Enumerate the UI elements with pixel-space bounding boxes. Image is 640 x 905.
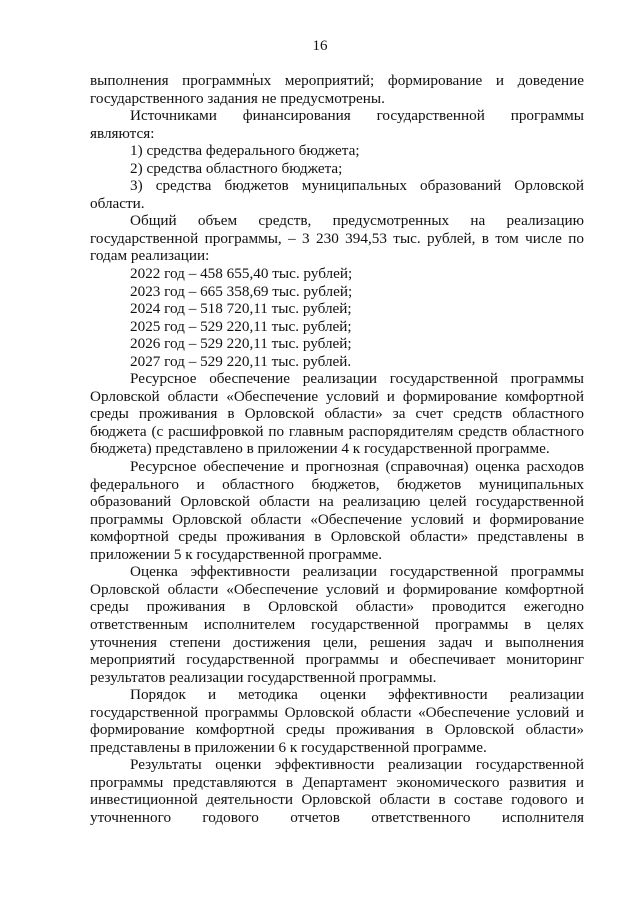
year-line-2026: 2026 год – 529 220,11 тыс. рублей;	[130, 335, 352, 353]
year-line-2024: 2024 год – 518 720,11 тыс. рублей;	[130, 300, 352, 318]
paragraph-resource-support-forecast: Ресурсное обеспечение и прогнозная (справочная) оценка расходов федерального и областного бюджетов, бюджетов муниципальных образований Орловской области на реализацию целей государственной программы Орловской области «Обеспечение условий и формирование комфортной среды проживания в Орловской области» представлены в приложении 5 к государственной программе.	[90, 458, 584, 563]
paragraph-total-volume: Общий объем средств, предусмотренных на реализацию государственной программы, – 3 230 394,53 тыс. рублей, в том числе по годам реализации:	[90, 212, 584, 265]
page-number: 16	[312, 38, 328, 54]
paragraph-program-activities: выполнения программных мероприятий; формирование и доведение государственного задания не предусмотрены.	[90, 72, 584, 107]
list-item-municipal-budgets: 3) средства бюджетов муниципальных образований Орловской области.	[90, 177, 584, 212]
paragraph-assessment-methodology: Порядок и методика оценки эффективности реализации государственной программы Орловской области «Обеспечение условий и формирование комфортной среды проживания в Орловской области» представлены в приложении 6 к государственной программе.	[90, 686, 584, 756]
year-line-2023: 2023 год – 665 358,69 тыс. рублей;	[130, 282, 353, 300]
year-line-2022: 2022 год – 458 655,40 тыс. рублей;	[130, 265, 353, 283]
year-line-2025: 2025 год – 529 220,11 тыс. рублей;	[130, 317, 352, 335]
paragraph-efficiency-assessment: Оценка эффективности реализации государственной программы Орловской области «Обеспечение условий и формирование комфортной среды проживания в Орловской области» проводится ежегодно ответственным исполнителем государственной программы в целях уточнения степени достижения цели, решения задач и выполнения мероприятий государственной программы и обеспечивает мониторинг результатов реализации государственной программы.	[90, 563, 584, 686]
year-line-2027: 2027 год – 529 220,11 тыс. рублей.	[130, 352, 352, 370]
paragraph-funding-sources: Источниками финансирования государственной программы являются:	[90, 107, 584, 142]
list-item-federal-budget: 1) средства федерального бюджета;	[130, 142, 360, 160]
list-item-regional-budget: 2) средства областного бюджета;	[130, 159, 343, 177]
document-body	[90, 72, 584, 827]
paragraph-assessment-results: Результаты оценки эффективности реализации государственной программы представляются в Департамент экономического развития и инвестиционной деятельности Орловской области в составе годового и уточненного годового отчетов ответственного исполнителя	[90, 756, 584, 826]
paragraph-resource-support-regional: Ресурсное обеспечение реализации государственной программы Орловской области «Обеспечение условий и формирование комфортной среды проживания в Орловской области» за счет средств областного бюджета (с расшифровкой по главным распорядителям средств областного бюджета) представлено в приложении 4 к государственной программе.	[90, 370, 584, 458]
